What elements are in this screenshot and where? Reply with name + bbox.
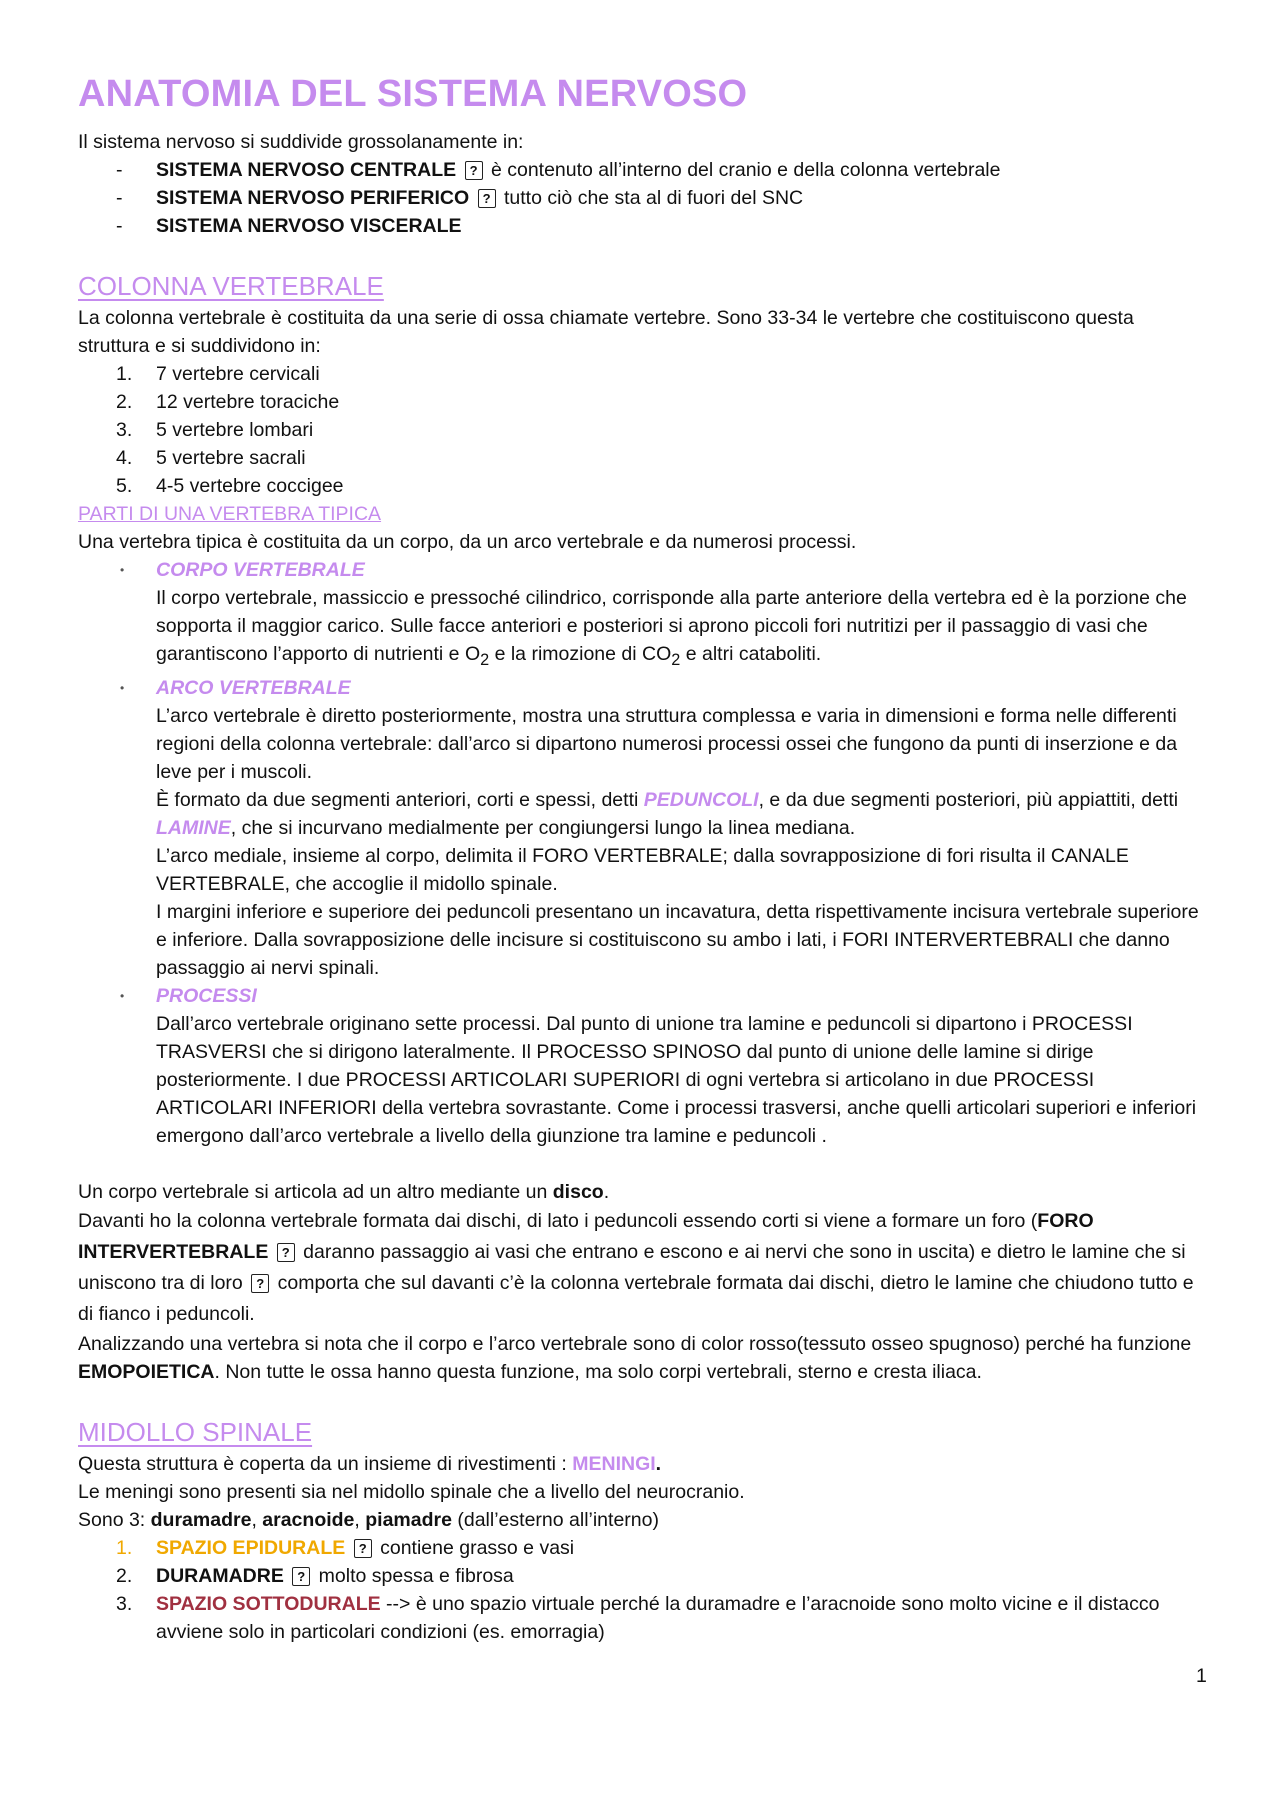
part-text: I margini inferiore e superiore dei peduncoli presentano un incavatura, detta rispettivamente incisura vertebrale superiore e inferiore. Dalla sovrapposizione delle incisure si costituiscono su ambo i lati, i FORI INTERVERTEBRALI che danno passaggio ai nervi spinali.	[156, 900, 1199, 979]
vertebra-intro: Una vertebra tipica è costituita da un corpo, da un arco vertebrale e da numerosi processi.	[78, 531, 857, 553]
system-text: tutto ciò che sta al di fuori del SNC	[503, 187, 804, 209]
part-text: L’arco mediale, insieme al corpo, delimita il FORO VERTEBRALE; dalla sovrapposizione di fori risulta il CANALE VERTEBRALE, che accoglie il midollo spinale.	[156, 844, 1129, 895]
colonna-intro: La colonna vertebrale è costituita da una serie di ossa chiamate vertebre. Sono 33-34 le vertebre che costituiscono questa struttura e si suddividono in:	[78, 307, 1134, 357]
list-item: • CORPO VERTEBRALE Il corpo vertebrale, massiccio e pressoché cilindrico, corrisponde alla parte anteriore della vertebra ed è la porzione che sopporta il maggior carico. Sulle facce anteriori e posteriori si aprono piccoli fori nutritizi per il passaggio di vasi che garantiscono l’apporto di nutrienti e $O_2$ e la rimozione di $CO_2$ e altri cataboliti.	[78, 556, 1210, 674]
part-label: ARCO VERTEBRALE	[156, 676, 351, 699]
list-item: 5. 4-5 vertebre coccigee	[116, 475, 344, 497]
list-item: 3. SPAZIO SOTTODURALE --> è uno spazio virtuale perché la duramadre e l’aracnoide sono molto vicine e il distacco avviene solo in particolari condizioni (es. emorragia)	[116, 1592, 1160, 1643]
page-title: ANATOMIA DEL SISTEMA NERVOSO	[78, 73, 748, 115]
system-text: è contenuto all’interno del cranio e della colonna vertebrale	[490, 159, 1001, 181]
system-term: SISTEMA NERVOSO VISCERALE	[156, 215, 462, 237]
meningi-list	[78, 1534, 1210, 1646]
list-item: 2. DURAMADRE ? molto spessa e fibrosa	[116, 1564, 514, 1587]
part-text: Il corpo vertebrale, massiccio e pressoché cilindrico, corrisponde alla parte anteriore della vertebra ed è la porzione che sopporta il maggior carico. Sulle facce anteriori e posteriori si aprono piccoli fori nutritizi per il passaggio di vasi che garantiscono l’apporto di nutrienti e $O_2$ e la rimozione di $CO_2$ e altri cataboliti.	[156, 587, 1187, 669]
page-number: 1	[1196, 1665, 1207, 1687]
system-term: SISTEMA NERVOSO CENTRALE	[156, 159, 457, 181]
midollo-line-1: Questa struttura è coperta da un insieme di rivestimenti : MENINGI.	[78, 1452, 662, 1475]
list-item: 1. 7 vertebre cervicali	[116, 363, 320, 385]
section-heading-colonna: COLONNA VERTEBRALE	[78, 271, 384, 301]
question-box-icon: ?	[251, 1274, 269, 1293]
list-item: - SISTEMA NERVOSO VISCERALE	[116, 215, 462, 237]
list-item: 2. 12 vertebre toraciche	[116, 391, 340, 413]
part-text: Dall’arco vertebrale originano sette processi. Dal punto di unione tra lamine e peduncoli si dipartono i PROCESSI TRASVERSI che si dirigono lateralmente. Il PROCESSO SPINOSO dal punto di unione delle lamine si dirige posteriormente. I due PROCESSI ARTICOLARI SUPERIORI di ogni vertebra si articolano in due PROCESSI ARTICOLARI INFERIORI della vertebra sovrastante. Come i processi trasversi, anche quelli articolari superiori e inferiori emergono dall’arco vertebrale a livello della giunzione tra lamine e peduncoli .	[156, 1012, 1197, 1147]
question-box-icon: ?	[277, 1243, 295, 1262]
list-item: 4. 5 vertebre sacrali	[116, 447, 306, 469]
part-label: PROCESSI	[156, 984, 257, 1007]
list-item: • ARCO VERTEBRALE L’arco vertebrale è diretto posteriormente, mostra una struttura complessa e varia in dimensioni e forma nelle differenti regioni della colonna vertebrale: dall’arco si dipartono numerosi processi ossei che fungono da punti di inserzione e da leve per i muscoli. È formato da due segmenti anteriori, corti e spessi, detti PEDUNCOLI, e da due segmenti posteriori, più appiattiti, detti LAMINE, che si incurvano medialmente per congiungersi lungo la linea mediana. L’arco mediale, insieme al corpo, delimita il FORO VERTEBRALE; dalla sovrapposizione di fori risulta il CANALE VERTEBRALE, che accoglie il midollo spinale. I margini inferiore e superiore dei peduncoli presentano un incavatura, detta rispettivamente incisura vertebrale superiore e inferiore. Dalla sovrapposizione delle incisure si costituiscono su ambo i lati, i FORI INTERVERTEBRALI che danno passaggio ai nervi spinali.	[78, 674, 1210, 982]
system-term: SISTEMA NERVOSO PERIFERICO	[156, 187, 470, 209]
document-page	[78, 66, 1210, 1646]
vertebre-list	[78, 360, 1210, 500]
question-box-icon: ?	[465, 161, 483, 180]
question-box-icon: ?	[354, 1539, 372, 1558]
section-heading-midollo: MIDOLLO SPINALE	[78, 1416, 313, 1447]
list-item: 1. SPAZIO EPIDURALE ? contiene grasso e vasi	[116, 1536, 575, 1559]
part-label: CORPO VERTEBRALE	[156, 559, 365, 581]
intro-text: Il sistema nervoso si suddivide grossolanamente in:	[78, 131, 524, 153]
list-item: - SISTEMA NERVOSO PERIFERICO ? tutto ciò che sta al di fuori del SNC	[116, 187, 804, 209]
part-text: È formato da due segmenti anteriori, corti e spessi, detti PEDUNCOLI, e da due segmenti posteriori, più appiattiti, detti LAMINE, che si incurvano medialmente per congiungersi lungo la linea mediana.	[156, 788, 1179, 839]
list-item: 3. 5 vertebre lombari	[116, 419, 314, 441]
davanti-paragraph: Davanti ho la colonna vertebrale formata dai dischi, di lato i peduncoli essendo corti si viene a formare un foro (FORO INTERVERTEBRALE ? daranno passaggio ai vasi che entrano e escono e ai nervi che sono in uscita) e dietro le lamine che si uniscono tra di loro ? comporta che sul davanti c’è la colonna vertebrale formata dai dischi, dietro le lamine che chiudono tutto e di fianco i peduncoli.	[78, 1209, 1194, 1325]
part-text: L’arco vertebrale è diretto posteriormente, mostra una struttura complessa e varia in dimensioni e forma nelle differenti regioni della colonna vertebrale: dall’arco si dipartono numerosi processi ossei che fungono da punti di inserzione e da leve per i muscoli.	[156, 704, 1178, 783]
parts-list	[78, 556, 1210, 1150]
midollo-line-2: Le meningi sono presenti sia nel midollo spinale che a livello del neurocranio.	[78, 1480, 745, 1503]
midollo-line-3: Sono 3: duramadre, aracnoide, piamadre (dall’esterno all’interno)	[78, 1508, 659, 1531]
question-box-icon: ?	[292, 1567, 310, 1586]
list-item: • PROCESSI Dall’arco vertebrale originano sette processi. Dal punto di unione tra lamine e peduncoli si dipartono i PROCESSI TRASVERSI che si dirigono lateralmente. Il PROCESSO SPINOSO dal punto di unione delle lamine si dirige posteriormente. I due PROCESSI ARTICOLARI SUPERIORI di ogni vertebra si articolano in due PROCESSI ARTICOLARI INFERIORI della vertebra sovrastante. Come i processi trasversi, anche quelli articolari superiori e inferiori emergono dall’arco vertebrale a livello della giunzione tra lamine e peduncoli .	[78, 982, 1210, 1150]
list-item: - SISTEMA NERVOSO CENTRALE ? è contenuto all’interno del cranio e della colonna vertebrale	[116, 159, 1001, 181]
analisi-paragraph: Analizzando una vertebra si nota che il corpo e l’arco vertebrale sono di color rosso(tessuto osseo spugnoso) perché ha funzione EMOPOIETICA. Non tutte le ossa hanno questa funzione, ma solo corpi vertebrali, sterno e cresta iliaca.	[78, 1332, 1192, 1383]
disco-paragraph: Un corpo vertebrale si articola ad un altro mediante un disco.	[78, 1180, 610, 1203]
systems-list	[78, 156, 1210, 240]
question-box-icon: ?	[478, 189, 496, 208]
sub-heading-vertebra: PARTI DI UNA VERTEBRA TIPICA	[78, 503, 382, 525]
